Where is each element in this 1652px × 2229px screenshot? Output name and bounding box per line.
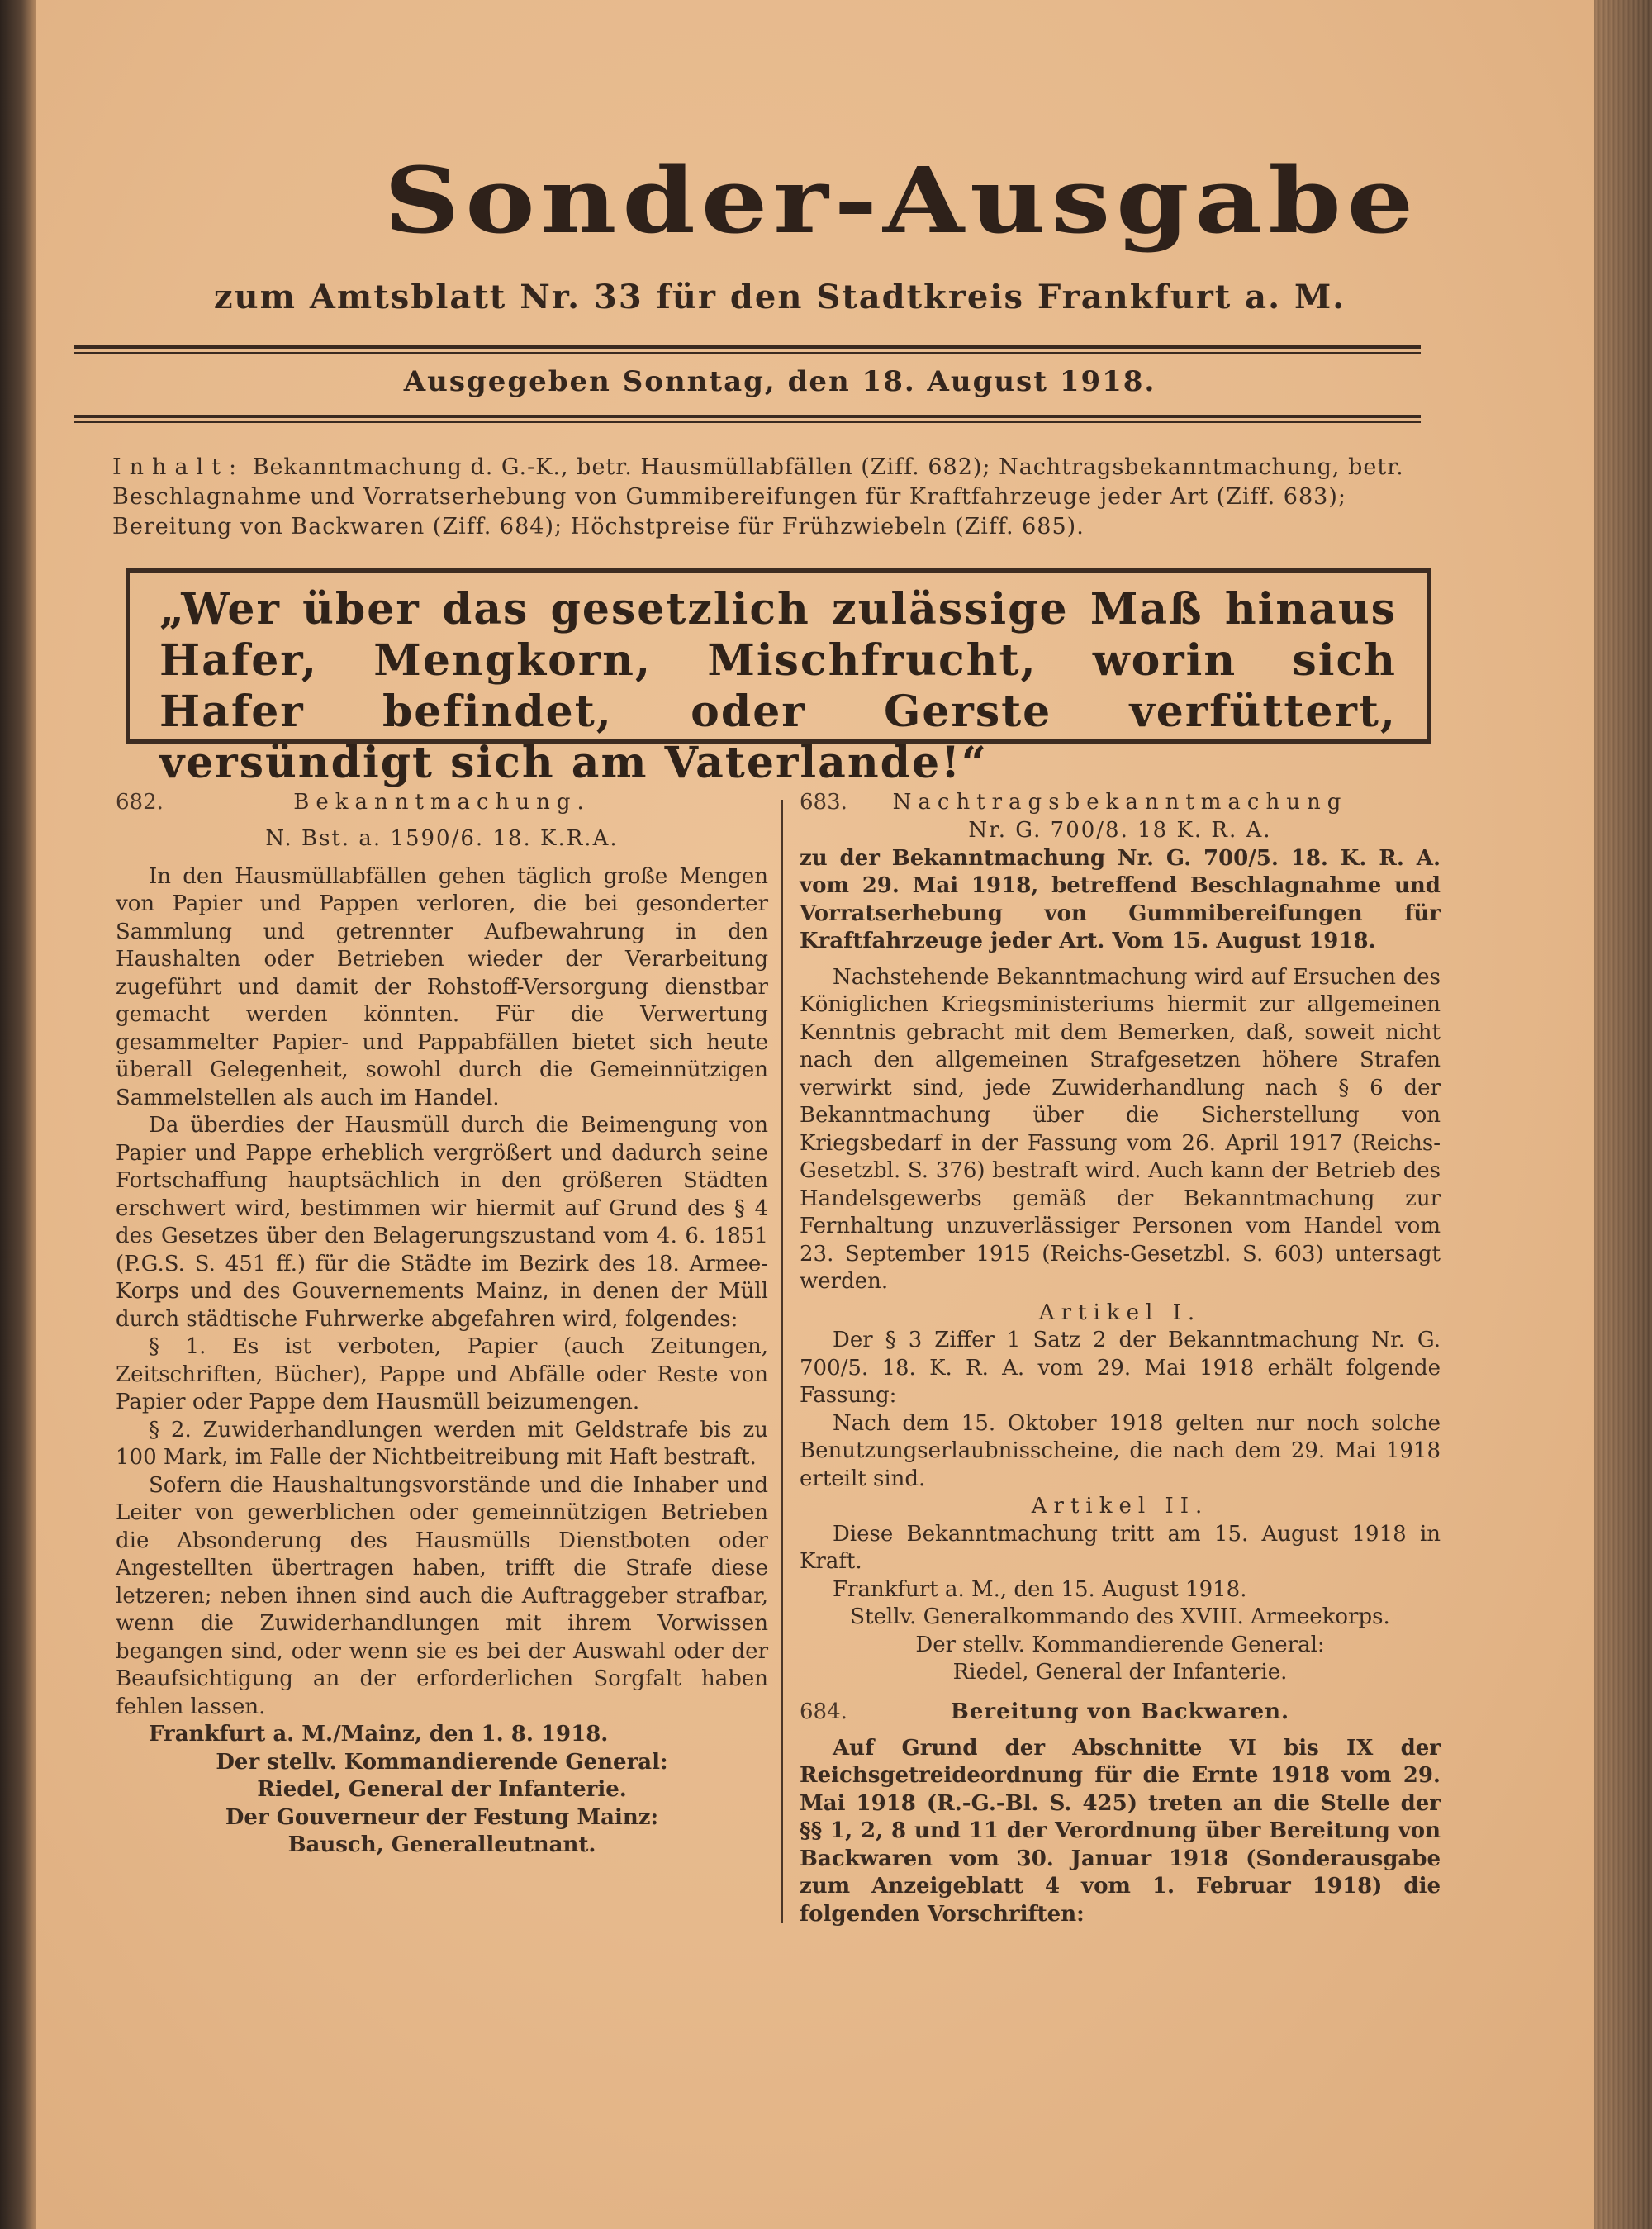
section-683-header xyxy=(800,789,1441,817)
section-682-paragraph: In den Hausmüllabfällen gehen täglich große Mengen von Papier und Pappen verloren, die bei gesonderter Sammlung und getrennter Aufbewahrung in den Haushalten oder Betrieben wieder der Verarbeitung zugeführt und damit der Rohstoff-Versorgung dienstbar gemacht werden könnten. Für die Verwertung gesammelter Papier- und Pappabfällen bietet sich heute überall Gelegenheit, sowohl durch die Gemeinnützigen Sammelstellen als auch im Handel. xyxy=(116,863,768,1110)
section-683-signature: Der stellv. Kommandierende General: xyxy=(915,1632,1325,1657)
gazette-page xyxy=(36,0,1594,2229)
section-682-paragraph: § 1. Es ist verboten, Papier (auch Zeitungen, Zeitschriften, Bücher), Pappe und Abfälle oder Reste von Papier oder Pappe dem Hausmüll beizumengen. xyxy=(116,1334,768,1414)
masthead-subtitle: zum Amtsblatt Nr. 33 für den Stadtkreis Frankfurt a. M. xyxy=(213,278,1346,316)
section-684-number: 684. xyxy=(800,1699,847,1724)
section-682-signature-place: Frankfurt a. M./Mainz, den 1. 8. 1918. xyxy=(149,1722,609,1747)
section-683-number: 683. xyxy=(800,790,847,815)
section-683-signature-place: Frankfurt a. M., den 15. August 1918. xyxy=(833,1576,1247,1602)
section-682-header xyxy=(116,789,768,817)
article-2-heading: Artikel II. xyxy=(1031,1494,1209,1518)
right-column xyxy=(800,789,1441,1928)
column-divider xyxy=(781,800,783,1923)
masthead-rule-top-thin xyxy=(74,352,1421,354)
section-683-signature: Stellv. Generalkommando des XVIII. Armeekorps. xyxy=(850,1604,1390,1629)
masthead-rule-bottom xyxy=(74,415,1421,418)
section-684-paragraph: Auf Grund der Abschnitte VI bis IX der Reichsgetreideordnung für die Ernte 1918 vom 29. Mai 1918 (R.-G.-Bl. S. 425) treten an die Stelle der §§ 1, 2, 8 und 11 der Verordnung über Bereitung von Backwaren vom 30. Januar 1918 (Sonderausgabe zum Anzeigeblatt 4 vom 1. Februar 1918) die folgenden Vorschriften: xyxy=(800,1735,1441,1927)
section-683-title: Nachtragsbekanntmachung xyxy=(892,790,1348,815)
article-2-text: Diese Bekanntmachung tritt am 15. August 1918 in Kraft. xyxy=(800,1521,1441,1574)
boxed-quote: „Wer über das gesetzlich zulässige Maß hinaus Hafer, Mengkorn, Mischfrucht, worin sich Hafer befindet, oder Gerste verfüttert, versündigt sich am Vaterlande!“ xyxy=(126,568,1431,744)
issue-date: Ausgegeben Sonntag, den 18. August 1918. xyxy=(403,365,1156,398)
contents-text: Bekanntmachung d. G.-K., betr. Hausmüllabfällen (Ziff. 682); Nachtragsbekanntmachung, betr. Beschlagnahme und Vorratserhebung von Gummibereifungen für Kraftfahrzeuge jeder Art (Ziff. 683); Bereitung von Backwaren (Ziff. 684); Höchstpreise für Frühzwiebeln (Ziff. 685). xyxy=(112,454,1404,539)
section-683-intro: zu der Bekanntmachung Nr. G. 700/5. 18. K. R. A. vom 29. Mai 1918, betreffend Beschlagnahme und Vorratserhebung von Gummibereifungen für Kraftfahrzeuge jeder Art. Vom 15. August 1918. xyxy=(800,845,1441,953)
section-683-reference: Nr. G. 700/8. 18 K. R. A. xyxy=(968,818,1272,843)
masthead-rule-bottom-thin xyxy=(74,421,1421,423)
contents-label: Inhalt: xyxy=(112,454,245,480)
section-682-number: 682. xyxy=(116,790,164,815)
section-682-paragraph: Sofern die Haushaltungsvorstände und die Inhaber und Leiter von gewerblichen oder gemeinnützigen Betrieben die Absonderung des Hausmülls Dienstboten oder Angestellten übertragen haben, trifft die Strafe diese letzeren; neben ihnen sind auch die Auftraggeber strafbar, wenn die Zuwiderhandlungen mit ihrem Vorwissen begangen sind, oder wenn sie es bei der Auswahl oder der Beaufsichtigung an der erforderlichen Sorgfalt haben fehlen lassen. xyxy=(116,1472,768,1719)
section-682-signature: Der Gouverneur der Festung Mainz: xyxy=(225,1804,659,1830)
table-of-contents xyxy=(112,453,1431,542)
section-683-paragraph: Nachstehende Bekanntmachung wird auf Ersuchen des Königlichen Kriegsministeriums hiermit zur allgemeinen Kenntnis gebracht mit dem Bemerken, daß, soweit nicht nach den allgemeinen Strafgesetzen höhere Strafen verwirkt sind, jede Zuwiderhandlung nach § 6 der Bekanntmachung über die Sicherstellung von Kriegsbedarf in der Fassung vom 26. April 1917 (Reichs-Gesetzbl. S. 376) bestraft wird. Auch kann der Betrieb des Handelsgewerbs gemäß der Bekanntmachung zur Fernhaltung unzuverlässiger Personen vom Handel vom 23. September 1915 (Reichs-Gesetzbl. S. 603) untersagt werden. xyxy=(800,964,1441,1294)
section-682-signature: Der stellv. Kommandierende General: xyxy=(216,1749,668,1775)
section-682-paragraph: Da überdies der Hausmüll durch die Beimengung von Papier und Pappe erheblich vergrößert und dadurch seine Fortschaffung hauptsächlich in den größeren Städten erschwert wird, bestimmen wir hiermit auf Grund des § 4 des Gesetzes über den Belagerungszustand vom 4. 6. 1851 (P.G.S. S. 451 ff.) für die Städte im Bezirk des 18. Armee-Korps und des Gouvernements Mainz, in denen der Müll durch städtische Fuhrwerke abgefahren wird, folgendes: xyxy=(116,1113,768,1332)
section-682-paragraph: § 2. Zuwiderhandlungen werden mit Geldstrafe bis zu 100 Mark, im Falle der Nichtbeitreibung mit Haft bestraft. xyxy=(116,1417,768,1470)
left-column xyxy=(116,789,768,1860)
section-682-reference: N. Bst. a. 1590/6. 18. K.R.A. xyxy=(265,826,619,851)
masthead-title: Sonder-Ausgabe xyxy=(383,147,1420,254)
article-1-quote: Nach dem 15. Oktober 1918 gelten nur noch solche Benutzungserlaubnisscheine, die nach dem 29. Mai 1918 erteilt sind. xyxy=(800,1410,1441,1491)
section-682-title: Bekanntmachung. xyxy=(293,790,591,815)
masthead-rule-top xyxy=(74,345,1421,349)
section-682-signature: Bausch, Generalleutnant. xyxy=(287,1832,596,1857)
article-1-heading: Artikel I. xyxy=(1038,1300,1202,1325)
section-684-title: Bereitung von Backwaren. xyxy=(950,1699,1290,1724)
section-684-header xyxy=(800,1699,1441,1727)
article-1-text: Der § 3 Ziffer 1 Satz 2 der Bekanntmachung Nr. G. 700/5. 18. K. R. A. vom 29. Mai 1918 erhält folgende Fassung: xyxy=(800,1328,1441,1408)
page-edges xyxy=(1594,0,1652,2229)
book-binding xyxy=(0,0,36,2229)
section-683-signature: Riedel, General der Infanterie. xyxy=(952,1660,1288,1685)
section-682-signature: Riedel, General der Infanterie. xyxy=(257,1777,627,1802)
